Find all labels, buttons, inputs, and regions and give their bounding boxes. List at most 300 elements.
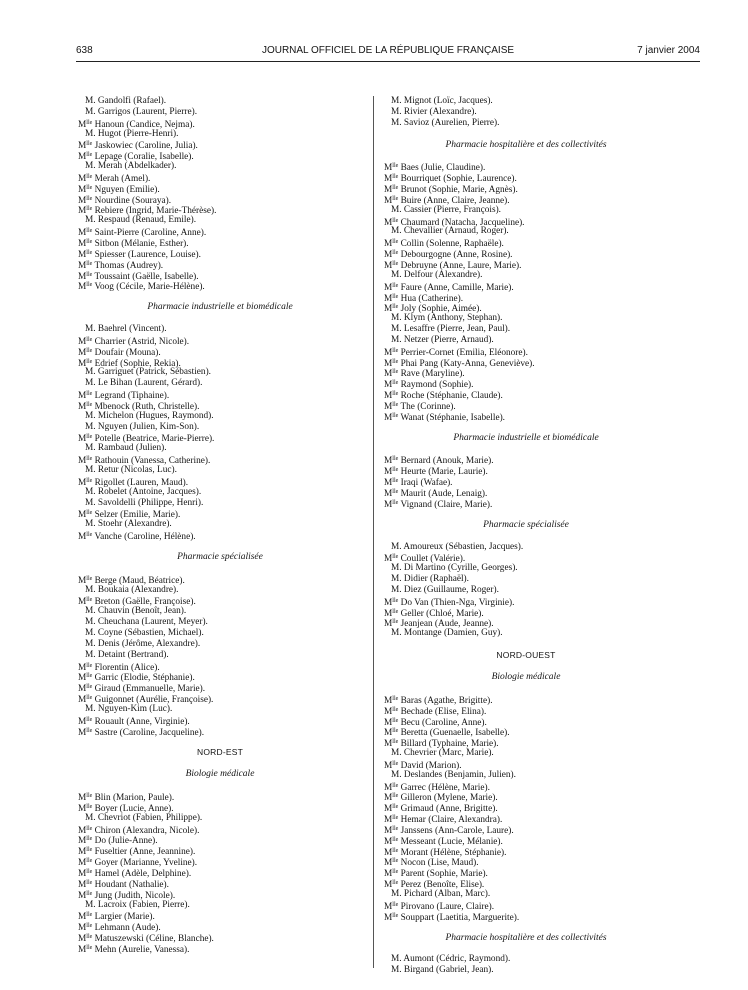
civility-title: $M^{lle}$: [384, 869, 399, 880]
spacer: [78, 758, 362, 769]
civility-title: M.: [391, 965, 402, 976]
civility-title: $M^{lle}$: [78, 184, 93, 195]
civility-title: M.: [85, 410, 96, 421]
name-entry: [384, 574, 668, 585]
person-name: Mehn (Aurelie, Vanessa).: [94, 944, 190, 955]
name-entry: [78, 335, 362, 346]
civility-title: M.: [85, 497, 96, 508]
name-entry: [384, 465, 668, 476]
person-name: Hemar (Claire, Alexandra).: [400, 815, 503, 826]
spacer: [384, 661, 668, 672]
person-name: Houdant (Nathalie).: [94, 879, 169, 890]
page-number: 638: [76, 45, 93, 56]
civility-title: $M^{lle}$: [384, 739, 399, 750]
person-name: Grimaud (Anne, Brigitte).: [400, 804, 498, 815]
section-heading: Biologie médicale: [185, 769, 255, 780]
name-entry: [384, 411, 668, 422]
spacer: [78, 736, 362, 747]
name-entry: [384, 965, 668, 976]
name-entry: [384, 770, 668, 781]
name-entry: [78, 671, 362, 682]
person-name: Bourriquet (Sophie, Laurence).: [400, 174, 517, 185]
civility-title: $M^{lle}$: [78, 673, 93, 684]
name-entry: [78, 248, 362, 259]
civility-title: $M^{lle}$: [384, 728, 399, 739]
person-name: Janssens (Ann-Carole, Laure).: [400, 825, 514, 836]
civility-title: $M^{lle}$: [78, 879, 93, 890]
person-name: Rebiere (Ingrid, Marie-Thérèse).: [94, 206, 217, 217]
person-name: Faure (Anne, Camille, Marie).: [400, 282, 514, 293]
civility-title: $M^{lle}$: [384, 456, 399, 467]
person-name: Jung (Judith, Nicole).: [94, 890, 176, 901]
name-entry: [78, 226, 362, 237]
person-name: Birgand (Gabriel, Jean).: [403, 965, 494, 976]
civility-title: M.: [85, 812, 96, 823]
name-entry: [78, 172, 362, 183]
civility-title: $M^{lle}$: [384, 847, 399, 858]
person-name: Billard (Typhaine, Marie).: [400, 739, 499, 750]
name-entry: [384, 552, 668, 563]
civility-title: M.: [85, 606, 96, 617]
civility-title: $M^{lle}$: [78, 923, 93, 934]
civility-title: M.: [85, 443, 96, 454]
name-entry: [78, 161, 362, 172]
civility-title: $M^{lle}$: [78, 532, 93, 543]
civility-title: $M^{lle}$: [78, 141, 93, 152]
civility-title: M.: [85, 106, 96, 117]
name-entry: [384, 346, 668, 357]
person-name: Bechade (Elise, Elina).: [400, 706, 487, 717]
civility-title: $M^{lle}$: [78, 249, 93, 260]
name-entry: [78, 259, 362, 270]
name-entry: [384, 335, 668, 346]
person-name: Jeanjean (Aude, Jeanne).: [400, 619, 494, 630]
name-entry: [384, 259, 668, 270]
person-name: Di Martino (Cyrille, Georges).: [403, 563, 518, 574]
person-name: Vignand (Claire, Marie).: [400, 499, 493, 510]
name-entry: [384, 313, 668, 324]
civility-title: $M^{lle}$: [78, 271, 93, 282]
name-entry: [78, 324, 362, 335]
name-entry: [78, 867, 362, 878]
civility-title: M.: [391, 574, 402, 585]
name-entry: [384, 824, 668, 835]
person-name: Boukaia (Alexandre).: [97, 584, 179, 595]
page-header: [76, 45, 700, 59]
spacer: [78, 313, 362, 324]
name-entry: [384, 107, 668, 118]
civility-title: $M^{lle}$: [384, 836, 399, 847]
name-entry: [384, 400, 668, 411]
name-entry: [384, 367, 668, 378]
name-entry: [384, 389, 668, 400]
name-entry: [384, 759, 668, 770]
civility-title: M.: [85, 421, 96, 432]
civility-title: $M^{lle}$: [78, 260, 93, 271]
civility-title: $M^{lle}$: [78, 228, 93, 239]
name-entry: [78, 422, 362, 433]
section-heading: Pharmacie spécialisée: [177, 551, 263, 562]
civility-title: $M^{lle}$: [78, 238, 93, 249]
section-heading: Biologie médicale: [491, 671, 561, 682]
person-name: Collin (Solenne, Raphaële).: [400, 239, 504, 250]
name-entry: [384, 226, 668, 237]
civility-title: $M^{lle}$: [384, 195, 399, 206]
civility-title: $M^{lle}$: [78, 695, 93, 706]
civility-title: M.: [85, 584, 96, 595]
civility-title: $M^{lle}$: [78, 912, 93, 923]
civility-title: $M^{lle}$: [78, 336, 93, 347]
person-name: Chauvin (Benoît, Jean).: [97, 606, 187, 617]
person-name: Doufair (Mouna).: [94, 347, 161, 358]
person-name: Heurte (Marie, Laurie).: [400, 467, 488, 478]
person-name: Hua (Catherine).: [400, 293, 464, 304]
person-name: Maurit (Aude, Lenaig).: [400, 489, 488, 499]
issue-date: 7 janvier 2004: [637, 45, 700, 56]
civility-title: M.: [85, 128, 96, 139]
person-name: Mignot (Loïc, Jacques).: [403, 96, 493, 106]
name-entry: [78, 150, 362, 161]
person-name: Gilleron (Mylene, Marie).: [400, 793, 498, 804]
name-entry: [384, 302, 668, 313]
civility-title: $M^{lle}$: [384, 412, 399, 423]
name-entry: [78, 346, 362, 357]
person-name: Garrigos (Laurent, Pierre).: [97, 106, 198, 117]
civility-title: M.: [85, 617, 96, 628]
name-entry: [78, 118, 362, 129]
name-entry: [78, 432, 362, 443]
person-name: Perez (Benoîte, Elise).: [400, 880, 485, 891]
person-name: Cheuchana (Laurent, Meyer).: [97, 617, 208, 628]
name-entry: [78, 129, 362, 140]
person-name: Potelle (Beatrice, Marie-Pierre).: [94, 434, 215, 445]
name-entry: [78, 96, 362, 107]
civility-title: $M^{lle}$: [78, 119, 93, 130]
civility-title: $M^{lle}$: [384, 858, 399, 869]
name-entry: [384, 835, 668, 846]
name-entry: [78, 595, 362, 606]
name-entry: [384, 270, 668, 281]
person-name: Michelon (Hugues, Raymond).: [97, 410, 214, 421]
name-entry: [78, 606, 362, 617]
person-name: Nguyen (Julien, Kim-Son).: [97, 421, 200, 432]
civility-title: $M^{lle}$: [78, 152, 93, 163]
person-name: Sitbon (Mélanie, Esther).: [94, 238, 189, 249]
civility-title: M.: [85, 627, 96, 638]
civility-title: $M^{lle}$: [78, 858, 93, 869]
section-heading: Pharmacie industrielle et biomédicale: [147, 302, 293, 313]
person-name: Savoldelli (Philippe, Henri).: [97, 497, 204, 508]
name-entry: [78, 824, 362, 835]
column-divider: [373, 96, 374, 968]
civility-title: M.: [85, 215, 96, 226]
name-entry: [78, 270, 362, 281]
name-entry: [78, 194, 362, 205]
name-entry: [384, 867, 668, 878]
name-entry: [78, 454, 362, 465]
person-name: Denis (Jérôme, Alexandre).: [97, 638, 201, 649]
person-name: Buire (Anne, Claire, Jeanne).: [400, 195, 510, 206]
person-name: Baehrel (Vincent).: [97, 324, 167, 335]
person-name: Messeant (Lucie, Mélanie).: [400, 836, 503, 847]
civility-title: $M^{lle}$: [78, 434, 93, 445]
civility-title: $M^{lle}$: [78, 662, 93, 673]
person-name: Fuseltier (Anne, Jeannine).: [94, 847, 196, 858]
civility-title: M.: [391, 106, 402, 117]
person-name: Debourgogne (Anne, Rosine).: [400, 250, 513, 261]
person-name: Debruyne (Anne, Laure, Marie).: [400, 260, 522, 271]
person-name: Iraqi (Wafae).: [400, 478, 453, 489]
name-entry: [384, 889, 668, 900]
civility-title: M.: [391, 324, 402, 335]
name-entry: [78, 726, 362, 737]
person-name: Chevallier (Arnaud, Roger).: [403, 226, 509, 237]
name-entry: [384, 900, 668, 911]
name-entry: [78, 498, 362, 509]
name-entry: [78, 802, 362, 813]
name-entry: [384, 954, 668, 965]
civility-title: M.: [391, 96, 402, 106]
spacer: [384, 639, 668, 650]
person-name: Beretta (Guenaelle, Isabelle).: [400, 728, 510, 739]
person-name: Chaumard (Natacha, Jacqueline).: [400, 217, 525, 228]
civility-title: $M^{lle}$: [78, 847, 93, 858]
header-rule: [76, 61, 700, 62]
person-name: Respaud (Renaud, Emile).: [97, 215, 197, 226]
name-entry: [78, 704, 362, 715]
person-name: Parent (Sophie, Marie).: [400, 869, 488, 880]
name-entry: [384, 118, 668, 129]
civility-title: $M^{lle}$: [384, 489, 399, 499]
name-entry: [384, 607, 668, 618]
name-entry: [78, 878, 362, 889]
civility-title: $M^{lle}$: [384, 250, 399, 261]
name-entry: [384, 694, 668, 705]
person-name: Merah (Amel).: [94, 173, 151, 184]
section-heading: Pharmacie industrielle et biomédicale: [453, 432, 599, 443]
name-entry: [78, 889, 362, 900]
name-entry: [384, 292, 668, 303]
name-entry: [384, 161, 668, 172]
name-entry: [384, 911, 668, 922]
person-name: Selzer (Emilie, Marie).: [94, 510, 181, 521]
person-name: Netzer (Pierre, Arnaud).: [403, 334, 494, 345]
civility-title: M.: [391, 889, 402, 899]
person-name: Robelet (Antoine, Jacques).: [97, 486, 202, 497]
name-entry: [384, 617, 668, 628]
civility-title: $M^{lle}$: [78, 510, 93, 521]
civility-title: M.: [85, 161, 96, 172]
name-entry: [384, 194, 668, 205]
name-entry: [78, 237, 362, 248]
person-name: Rathouin (Vanessa, Catherine).: [94, 456, 211, 467]
civility-title: $M^{lle}$: [78, 825, 93, 836]
person-name: Phai Pang (Katy-Anna, Geneviève).: [400, 358, 535, 369]
person-name: Coullet (Valérie).: [400, 554, 466, 565]
civility-title: M.: [391, 541, 402, 552]
person-name: Merah (Abdelkader).: [97, 161, 177, 172]
name-entry: [78, 139, 362, 150]
civility-title: $M^{lle}$: [384, 804, 399, 815]
name-entry: [384, 324, 668, 335]
name-entry: [384, 748, 668, 759]
person-name: Deslandes (Benjamin, Julien).: [403, 769, 516, 780]
name-entry: [384, 781, 668, 792]
civility-title: $M^{lle}$: [78, 836, 93, 847]
person-name: Spiesser (Laurence, Louise).: [94, 249, 201, 260]
name-entry: [384, 498, 668, 509]
person-name: Becu (Caroline, Anne).: [400, 717, 487, 728]
region-heading: NORD-OUEST: [496, 650, 556, 661]
name-entry: [78, 943, 362, 954]
name-entry: [78, 465, 362, 476]
person-name: Baras (Agathe, Brigitte).: [400, 695, 493, 706]
civility-title: $M^{lle}$: [384, 163, 399, 174]
civility-title: $M^{lle}$: [78, 944, 93, 955]
civility-title: M.: [85, 703, 96, 714]
name-entry: [384, 813, 668, 824]
civility-title: $M^{lle}$: [78, 391, 93, 402]
person-name: Amoureux (Sébastien, Jacques).: [403, 541, 524, 552]
name-entry: [384, 878, 668, 889]
spacer: [78, 541, 362, 552]
person-name: Florentin (Alice).: [94, 662, 160, 673]
name-entry: [78, 204, 362, 215]
civility-title: M.: [391, 563, 402, 574]
person-name: Klym (Anthony, Stephan).: [403, 313, 503, 324]
name-entry: [384, 216, 668, 227]
spacer: [78, 291, 362, 302]
spacer: [384, 129, 668, 140]
person-name: Le Bihan (Laurent, Gérard).: [97, 378, 203, 389]
civility-title: $M^{lle}$: [384, 391, 399, 402]
civility-title: M.: [391, 117, 402, 128]
name-entry: [78, 400, 362, 411]
person-name: Toussaint (Gaëlle, Isabelle).: [94, 271, 199, 282]
civility-title: M.: [391, 954, 402, 965]
name-entry: [78, 910, 362, 921]
name-entry: [78, 693, 362, 704]
name-entry: [384, 563, 668, 574]
name-entry: [384, 487, 668, 498]
civility-title: $M^{lle}$: [384, 793, 399, 804]
person-name: Goyer (Marianne, Yveline).: [94, 858, 198, 869]
name-entry: [78, 443, 362, 454]
civility-title: $M^{lle}$: [384, 695, 399, 706]
name-entry: [384, 737, 668, 748]
person-name: Hugot (Pierre-Henri).: [97, 128, 179, 139]
person-name: Pichard (Alban, Marc).: [403, 889, 491, 899]
civility-title: $M^{lle}$: [384, 880, 399, 891]
name-entry: [78, 617, 362, 628]
section-heading: Pharmacie hospitalière et des collectivités: [445, 139, 607, 150]
name-entry: [78, 682, 362, 693]
civility-title: $M^{lle}$: [384, 217, 399, 228]
civility-title: $M^{lle}$: [78, 173, 93, 184]
name-entry: [78, 357, 362, 368]
spacer: [384, 943, 668, 954]
civility-title: $M^{lle}$: [78, 347, 93, 358]
person-name: Legrand (Tiphaine).: [94, 391, 170, 402]
civility-title: $M^{lle}$: [384, 608, 399, 619]
name-entry: [384, 183, 668, 194]
person-name: Breton (Gaëlle, Françoise).: [94, 597, 196, 608]
person-name: Guigonnet (Aurélie, Françoise).: [94, 695, 214, 706]
spacer: [384, 922, 668, 933]
civility-title: M.: [391, 269, 402, 280]
name-entry: [384, 172, 668, 183]
person-name: Chevriot (Fabien, Philippe).: [97, 812, 203, 823]
person-name: Nguyen-Kim (Luc).: [97, 703, 173, 714]
spacer: [384, 443, 668, 454]
civility-title: $M^{lle}$: [78, 282, 93, 293]
person-name: Giraud (Emmanuelle, Marie).: [94, 684, 206, 695]
journal-title: JOURNAL OFFICIEL DE LA RÉPUBLIQUE FRANÇAISE: [261, 45, 515, 56]
civility-title: $M^{lle}$: [384, 185, 399, 196]
person-name: Stoehr (Alexandre).: [97, 519, 172, 530]
spacer: [384, 150, 668, 161]
person-name: Raymond (Sophie).: [400, 380, 474, 391]
name-entry: [78, 367, 362, 378]
civility-title: M.: [85, 638, 96, 649]
civility-title: $M^{lle}$: [384, 901, 399, 912]
name-entry: [384, 237, 668, 248]
name-entry: [78, 519, 362, 530]
person-name: Gandolfi (Rafael).: [97, 96, 167, 106]
person-name: Nguyen (Emilie).: [94, 184, 160, 195]
person-name: Lesaffre (Pierre, Jean, Paul).: [403, 324, 511, 335]
spacer: [384, 422, 668, 433]
civility-title: $M^{lle}$: [78, 716, 93, 727]
person-name: Garrec (Hélène, Marie).: [400, 782, 490, 793]
person-name: The (Corinne).: [400, 401, 456, 412]
person-name: Hamel (Adèle, Delphine).: [94, 869, 192, 879]
civility-title: M.: [85, 367, 96, 378]
spacer: [78, 563, 362, 574]
civility-title: $M^{lle}$: [384, 554, 399, 565]
name-entry: [78, 900, 362, 911]
person-name: Roche (Stéphanie, Claude).: [400, 391, 503, 402]
name-entry: [78, 650, 362, 661]
person-name: Do (Julie-Anne).: [94, 836, 158, 847]
person-name: Brunot (Sophie, Marie, Agnès).: [400, 185, 518, 196]
person-name: Rouault (Anne, Virginie).: [94, 716, 190, 727]
region-heading: NORD-EST: [197, 747, 243, 758]
civility-title: $M^{lle}$: [384, 467, 399, 478]
name-entry: [384, 205, 668, 216]
civility-title: M.: [391, 584, 402, 595]
person-name: Blin (Marion, Paule).: [94, 793, 175, 804]
person-name: Hanoun (Candice, Nejma).: [94, 119, 195, 130]
person-name: Charrier (Astrid, Nicole).: [94, 336, 190, 347]
civility-title: M.: [85, 649, 96, 660]
person-name: Lacroix (Fabien, Pierre).: [97, 899, 190, 910]
name-entry: [78, 715, 362, 726]
name-entry: [78, 932, 362, 943]
civility-title: $M^{lle}$: [384, 706, 399, 717]
civility-title: M.: [391, 313, 402, 324]
civility-title: $M^{lle}$: [78, 206, 93, 217]
name-entry: [78, 508, 362, 519]
civility-title: M.: [85, 96, 96, 106]
name-entry: [384, 96, 668, 107]
name-entry: [78, 661, 362, 672]
right-column: [384, 96, 668, 976]
person-name: Cassier (Pierre, François).: [403, 204, 501, 215]
civility-title: $M^{lle}$: [78, 597, 93, 608]
name-entry: [78, 487, 362, 498]
civility-title: $M^{lle}$: [78, 890, 93, 901]
